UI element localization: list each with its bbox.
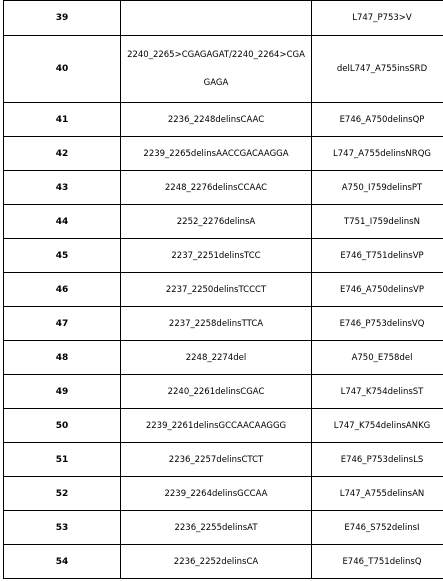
table-row — [4, 171, 443, 205]
nucleotide-change: 2236_2252delinsCA — [121, 545, 312, 579]
nucleotide-change-text: 2240_2265>CGAGAGAT/2240_2264>CGA GAGA — [127, 50, 305, 88]
protein-change: L747_A755delinsNRQG — [312, 137, 443, 171]
row-number: 51 — [4, 443, 121, 477]
protein-change: A750_E758del — [312, 341, 443, 375]
protein-change: delL747_A755insSRD — [312, 36, 443, 103]
protein-change: E746_T751delinsVP — [312, 239, 443, 273]
protein-change: T751_I759delinsN — [312, 205, 443, 239]
row-number: 43 — [4, 171, 121, 205]
nucleotide-change: 2237_2251delinsTCC — [121, 239, 312, 273]
protein-change: E746_T751delinsQ — [312, 545, 443, 579]
protein-change: A750_I759delinsPT — [312, 171, 443, 205]
nucleotide-change: 2236_2248delinsCAAC — [121, 103, 312, 137]
protein-change: E746_S752delinsI — [312, 511, 443, 545]
table-row — [4, 239, 443, 273]
table-row — [4, 36, 443, 103]
table-row — [4, 1, 443, 36]
nucleotide-change: 2239_2261delinsGCCAACAAGGG — [121, 409, 312, 443]
row-number: 41 — [4, 103, 121, 137]
row-number: 39 — [4, 1, 121, 36]
row-number: 45 — [4, 239, 121, 273]
row-number: 48 — [4, 341, 121, 375]
nucleotide-change: 2248_2276delinsCCAAC — [121, 171, 312, 205]
row-number: 49 — [4, 375, 121, 409]
protein-change: L747_K754delinsST — [312, 375, 443, 409]
nucleotide-change: 2237_2258delinsTTCA — [121, 307, 312, 341]
nucleotide-change: 2248_2274del — [121, 341, 312, 375]
row-number: 53 — [4, 511, 121, 545]
table-row — [4, 103, 443, 137]
table-row — [4, 341, 443, 375]
table-row — [4, 273, 443, 307]
nucleotide-change: 2236_2257delinsCTCT — [121, 443, 312, 477]
row-number: 47 — [4, 307, 121, 341]
protein-change: E746_A750delinsVP — [312, 273, 443, 307]
row-number: 44 — [4, 205, 121, 239]
nucleotide-change: 2239_2265delinsAACCGACAAGGA — [121, 137, 312, 171]
row-number: 54 — [4, 545, 121, 579]
table-row — [4, 477, 443, 511]
table-row — [4, 375, 443, 409]
nucleotide-change — [121, 36, 312, 103]
nucleotide-change: 2240_2261delinsCGAC — [121, 375, 312, 409]
protein-change: E746_P753delinsLS — [312, 443, 443, 477]
nucleotide-change: 2236_2255delinsAT — [121, 511, 312, 545]
table-row — [4, 205, 443, 239]
table-row — [4, 137, 443, 171]
mutation-table — [3, 0, 443, 579]
table-row — [4, 511, 443, 545]
row-number: 40 — [4, 36, 121, 103]
row-number: 42 — [4, 137, 121, 171]
table-row — [4, 307, 443, 341]
protein-change: L747_P753>V — [312, 1, 443, 36]
protein-change: E746_P753delinsVQ — [312, 307, 443, 341]
nucleotide-change: 2239_2264delinsGCCAA — [121, 477, 312, 511]
nucleotide-change: 2252_2276delinsA — [121, 205, 312, 239]
row-number: 52 — [4, 477, 121, 511]
protein-change: L747_A755delinsAN — [312, 477, 443, 511]
row-number: 46 — [4, 273, 121, 307]
row-number: 50 — [4, 409, 121, 443]
nucleotide-change — [121, 1, 312, 36]
table-row — [4, 409, 443, 443]
table-row — [4, 443, 443, 477]
nucleotide-change: 2237_2250delinsTCCCT — [121, 273, 312, 307]
protein-change: E746_A750delinsQP — [312, 103, 443, 137]
protein-change: L747_K754delinsANKG — [312, 409, 443, 443]
table-row — [4, 545, 443, 579]
